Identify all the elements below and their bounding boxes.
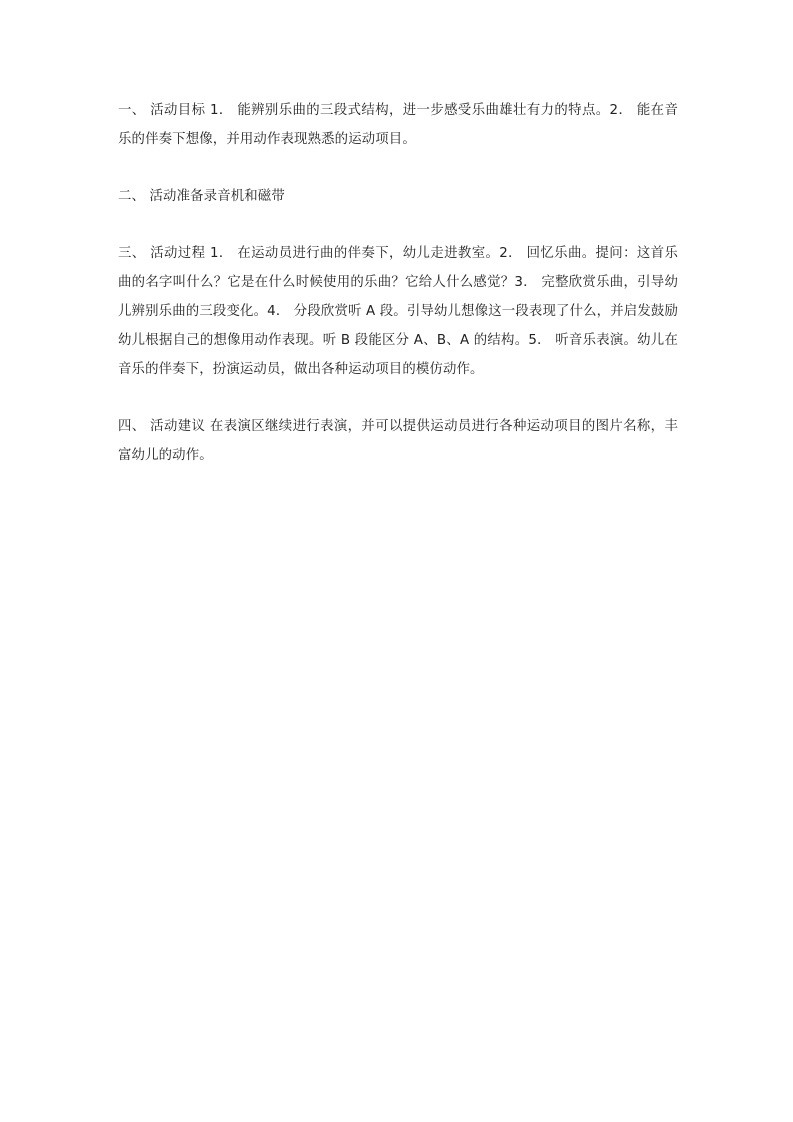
document-page: [118, 96, 678, 470]
section-activity-preparation: 二、 活动准备录音机和磁带: [118, 189, 285, 204]
section-activity-goals: 一、 活动目标 1． 能辨别乐曲的三段式结构，进一步感受乐曲雄壮有力的特点。2． 能在音乐的伴奏下想像，并用动作表现熟悉的运动项目。: [118, 103, 678, 147]
section-activity-process: 三、 活动过程 1． 在运动员进行曲的伴奏下，幼儿走进教室。2． 回忆乐曲。提问：这首乐曲的名字叫什么？它是在什么时候使用的乐曲？它给人什么感觉？3． 完整欣赏乐曲，引导幼儿辨别乐曲的三段变化。4． 分段欣赏听 A 段。引导幼儿想像这一段表现了什么，并启发鼓励幼儿根据自己的想像用动作表现。听 B 段能区分 A、B、A 的结构。5． 听音乐表演。幼儿在音乐的伴奏下，扮演运动员，做出各种运动项目的模仿动作。: [118, 246, 678, 377]
section-activity-suggestions: 四、 活动建议 在表演区继续进行表演，并可以提供运动员进行各种运动项目的图片名称，丰富幼儿的动作。: [118, 419, 678, 463]
